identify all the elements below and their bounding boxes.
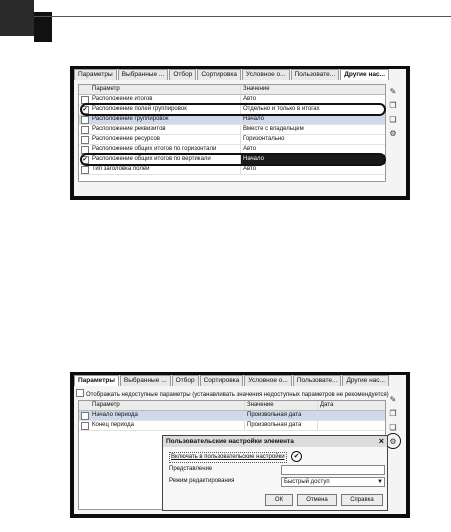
tab-parameters[interactable]: Параметры [74,69,117,80]
row-param: Конец периода [90,421,245,430]
row-param: Расположение ресурсов [90,135,241,144]
pencil-icon[interactable]: ✎ [389,87,397,96]
row-date[interactable] [317,421,385,430]
bottom-screenshot-frame [70,372,410,518]
row-checkbox[interactable]: ✔ [82,157,88,163]
chevron-down-icon[interactable]: ▼ [377,479,383,485]
highlight-oval [80,153,386,166]
top-settings-panel [74,69,406,196]
show-unavailable-label: Отображать недоступные параметры (устанавливать значения недоступных параметров не рекомендуется) [86,392,389,398]
table-row[interactable] [79,135,385,145]
copy-icon[interactable]: ❏ [389,423,397,432]
highlight-oval [80,103,386,116]
tab-filter[interactable]: Отбор [169,69,196,80]
row-value[interactable]: Начало [241,155,385,164]
top-screenshot-frame [70,66,410,200]
sheets-icon[interactable]: ❐ [389,101,397,110]
top-side-toolbar [388,87,400,143]
include-in-user-settings-checkbox[interactable]: ✔ [291,451,302,462]
row-checkbox[interactable] [81,166,89,174]
row-checkbox[interactable] [81,136,89,144]
edit-mode-select[interactable] [281,477,385,487]
header-rule [34,16,451,17]
row-param: Расположение полей группировок [90,105,241,114]
settings-icon[interactable]: ⚙ [389,437,397,446]
column-header-param: Параметр [90,401,245,410]
table-header [79,85,385,95]
tab-conditional[interactable]: Условное о... [244,375,292,386]
copy-icon[interactable]: ❏ [389,115,397,124]
cancel-button[interactable]: Отмена [297,494,337,506]
row-param: Расположение группировок [90,115,241,124]
tab-sort[interactable]: Сортировка [200,375,244,386]
edit-mode-value: Быстрый доступ [284,479,330,485]
table-row[interactable] [79,125,385,135]
table-row[interactable] [79,421,385,431]
row-value[interactable]: Авто [243,166,257,172]
tab-user[interactable]: Пользовате... [293,375,342,386]
row-param: Расположение реквизитов [90,125,241,134]
row-param: Расположение общих итогов по горизонтали [90,145,241,154]
row-value[interactable]: Авто [243,96,257,102]
row-value[interactable]: Произвольная дата [247,422,302,428]
dialog-title-bar [163,436,387,447]
row-param: Начало периода [90,411,245,420]
row-value[interactable]: Горизонтально [243,136,285,142]
row-value[interactable]: Начало [243,116,264,122]
top-tabs-bar [74,69,406,80]
close-icon[interactable]: × [378,436,384,446]
dialog-title: Пользовательские настройки элемента [166,438,294,445]
ok-button[interactable]: ОК [265,494,293,506]
tab-selected-fields[interactable]: Выбранные ... [120,375,171,386]
tab-filter[interactable]: Отбор [172,375,199,386]
sheets-icon[interactable]: ❐ [389,409,397,418]
show-unavailable-checkbox-row[interactable] [76,388,402,400]
bottom-tabs-bar [74,375,406,386]
row-checkbox[interactable] [81,116,89,124]
presentation-label: Представление [169,466,213,472]
row-checkbox[interactable] [81,412,89,420]
bottom-settings-panel [74,375,406,514]
row-date[interactable] [317,411,385,420]
row-value[interactable]: Отдельно и только в итогах [243,106,320,112]
tab-sort[interactable]: Сортировка [197,69,241,80]
table-row[interactable] [79,115,385,125]
pencil-icon[interactable]: ✎ [389,395,397,404]
table-row[interactable] [79,165,385,175]
row-param: Расположение итогов [90,95,241,104]
show-unavailable-checkbox[interactable] [76,389,84,397]
item-settings-dialog [162,435,388,511]
tab-user[interactable]: Пользовате... [291,69,340,80]
tab-conditional[interactable]: Условное о... [242,69,290,80]
tab-selected-fields[interactable]: Выбранные ... [118,69,169,80]
presentation-input[interactable] [281,465,385,475]
row-param: Тип заголовка полей [90,165,241,174]
help-button[interactable]: Справка [341,494,383,506]
row-checkbox[interactable] [81,422,89,430]
settings-icon[interactable]: ⚙ [389,129,397,138]
column-header-date: Дата [317,401,385,410]
row-value[interactable]: Произвольная дата [247,412,302,418]
edit-mode-label: Режим редактирования [169,478,235,484]
tab-other-settings[interactable]: Другие нас... [340,69,389,80]
table-header [79,401,385,411]
tab-other-settings[interactable]: Другие нас... [342,375,389,386]
top-parameters-table [78,84,386,182]
include-in-user-settings-label[interactable]: Включать в пользовательские настройки [169,452,287,463]
table-row[interactable] [79,411,385,421]
row-value[interactable]: Вместе с владельцем [243,126,304,132]
row-checkbox[interactable] [81,126,89,134]
page-corner-block [0,0,34,36]
row-value[interactable]: Авто [243,146,257,152]
row-checkbox[interactable]: ✔ [82,107,88,113]
row-param: Расположение общих итогов по вертикали [90,155,241,164]
column-header-param: Параметр [90,85,241,94]
column-header-value: Значение [247,402,274,408]
column-header-value: Значение [243,86,270,92]
tab-parameters[interactable]: Параметры [74,375,119,386]
